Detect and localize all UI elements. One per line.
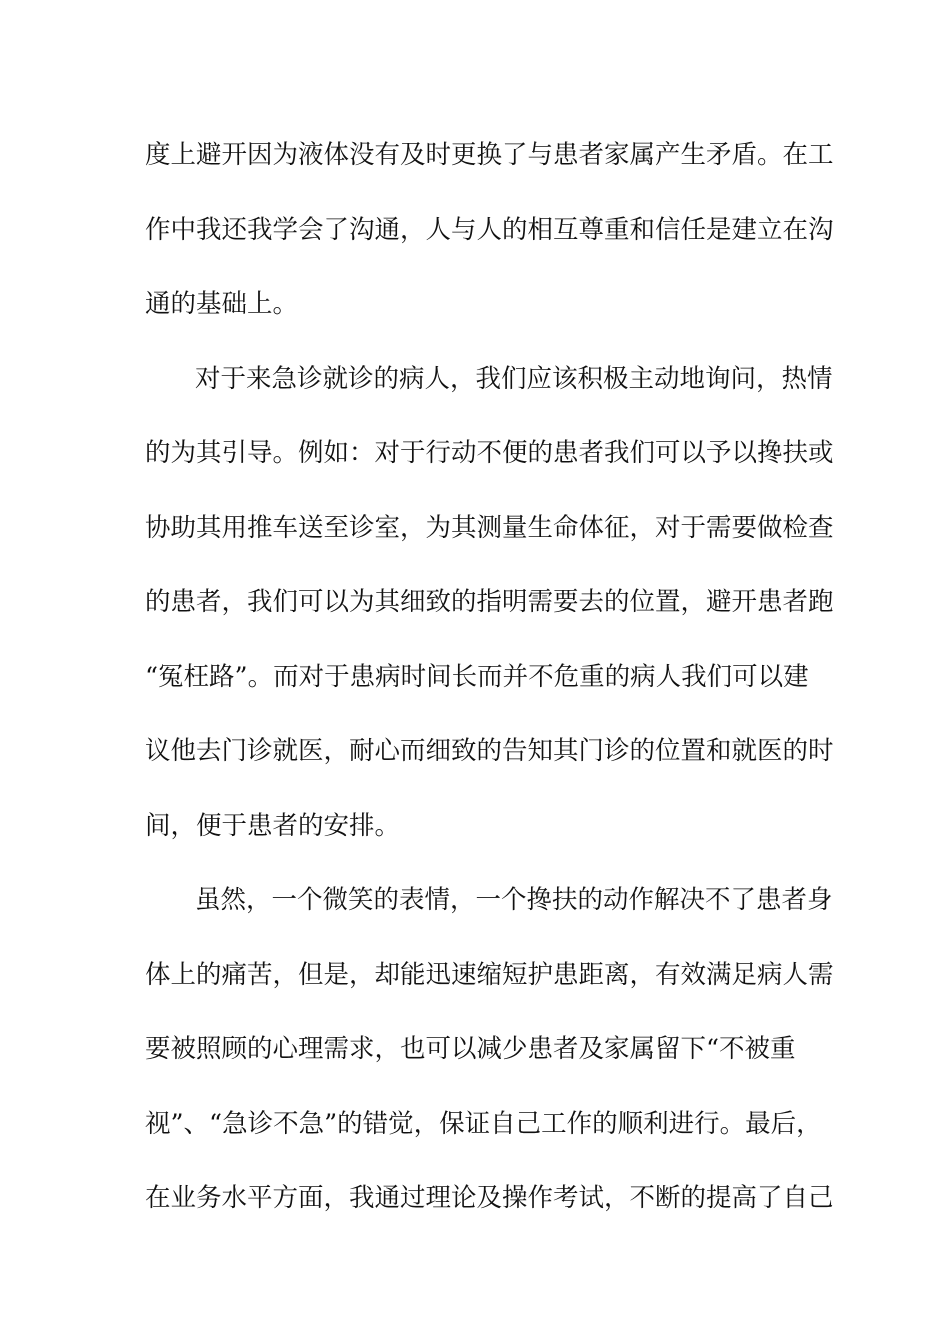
paragraph-first-line: 对于来急诊就诊的病人，我们应该积极主动地询问，热情 [195, 363, 833, 394]
text-line: 间，便于患者的安排。 [145, 810, 401, 841]
text-line: 的为其引导。例如：对于行动不便的患者我们可以予以搀扶或 [145, 438, 834, 468]
body-text [145, 128, 835, 1246]
text-line: 度上避开因为液体没有及时更换了与患者家属产生矛盾。在工 [145, 140, 834, 170]
text-line: 协助其用推车送至诊室，为其测量生命体征，对于需要做检查 [145, 512, 834, 543]
text-line: 议他去门诊就医，耐心而细致的告知其门诊的位置和就医的时 [145, 736, 834, 766]
text-line: 的患者，我们可以为其细致的指明需要去的位置，避开患者跑 [145, 587, 834, 617]
paragraph-first-line: 虽然，一个微笑的表情，一个搀扶的动作解决不了患者身 [195, 885, 833, 915]
text-line: 通的基础上。 [145, 289, 299, 319]
text-line: 作中我还我学会了沟通，人与人的相互尊重和信任是建立在沟 [145, 214, 834, 245]
text-line: “冤枉路”。而对于患病时间长而并不危重的病人我们可以建 [145, 661, 809, 692]
text-line: 要被照顾的心理需求，也可以减少患者及家属留下“不被重 [145, 1034, 796, 1064]
text-line: 视”、“急诊不急”的错觉，保证自己工作的顺利进行。最后， [145, 1108, 822, 1139]
text-line: 在业务水平方面，我通过理论及操作考试，不断的提高了自己 [145, 1183, 834, 1213]
text-line: 体上的痛苦，但是，却能迅速缩短护患距离，有效满足病人需 [145, 959, 834, 990]
